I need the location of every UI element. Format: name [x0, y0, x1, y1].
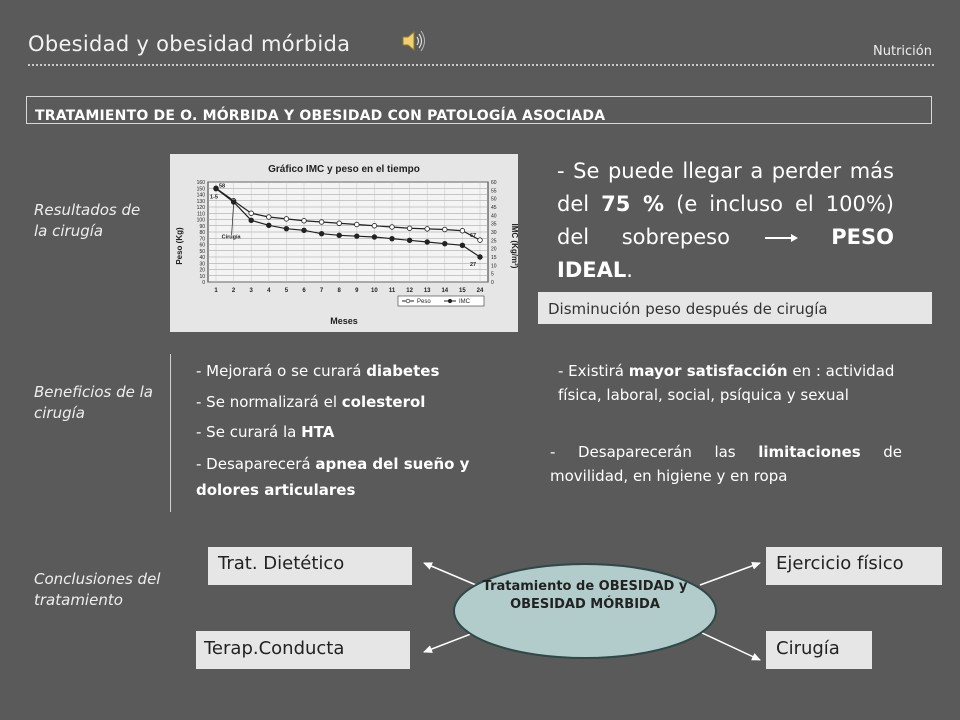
intro-bold-peso-ideal: PESO IDEAL — [557, 225, 894, 282]
chart-ytick-left: 20 — [199, 267, 205, 274]
benefit-bold: mayor satisfacción — [628, 362, 788, 380]
chart-ytick-right: 25 — [491, 238, 497, 245]
intro-text-2: (e incluso el 100%) del sobrepeso — [557, 192, 895, 249]
chart-xtick: 9 — [355, 288, 359, 294]
chart-ytick-left: 100 — [196, 217, 205, 224]
chart-ytick-left: 50 — [199, 248, 205, 255]
chart-ytick-right: 60 — [491, 180, 497, 186]
chart-xtick: 24 — [476, 288, 484, 294]
chart-ytick-right: 40 — [491, 213, 497, 220]
chart-xtick: 2 — [231, 288, 236, 294]
chart-xtick: 1 — [214, 288, 218, 294]
chart-xtick: 12 — [406, 288, 413, 294]
benefit-bold: diabetes — [366, 362, 440, 380]
chart-ytick-left: 80 — [199, 230, 205, 236]
chart-ytick-left: 110 — [197, 211, 205, 218]
chart-ylabel-left: Peso (Kg) — [175, 227, 184, 265]
chart-ytick-right: 20 — [491, 246, 497, 253]
chart-ytick-left: 130 — [196, 198, 205, 205]
chart-ytick-left: 0 — [202, 280, 205, 286]
benefit-text: - Se curará la — [196, 423, 302, 441]
chart-ytick-right: 0 — [491, 280, 494, 286]
chart-ytick-left: 30 — [199, 261, 205, 268]
chart-ytick-left: 150 — [196, 186, 205, 193]
chart-xtick: 13 — [423, 288, 431, 294]
chart-caption: Disminución peso después de cirugía — [538, 292, 932, 324]
chart-xtick: 8 — [337, 288, 341, 294]
chart-xtick: 15 — [459, 288, 466, 294]
chart-xtick: 11 — [388, 288, 396, 294]
chart-ytick-right: 30 — [491, 230, 497, 236]
chart-annotation-cirugia: Cirugía — [221, 234, 241, 241]
chart-ytick-right: 45 — [491, 205, 497, 211]
chart-ytick-right: 15 — [491, 255, 497, 261]
benefit-text: - Desaparecerán las — [550, 443, 759, 461]
topic-banner-text: TRATAMIENTO DE O. MÓRBIDA Y OBESIDAD CON PATOLOGÍA ASOCIADA — [35, 108, 606, 124]
intro-bold-75: 75 % — [601, 192, 665, 216]
chart-ytick-left: 120 — [196, 205, 205, 211]
chart-xtick: 7 — [319, 288, 324, 294]
chart-annotation: 1-5 — [210, 194, 218, 201]
chart-ytick-left: 40 — [199, 255, 205, 261]
box-ejercicio-fisico: Ejercicio físico — [766, 547, 942, 585]
chart-annotation: 67 — [470, 233, 477, 240]
page-title: Obesidad y obesidad mórbida — [28, 32, 351, 56]
chart-xtick: 5 — [284, 288, 289, 294]
chart-ytick-left: 160 — [196, 180, 205, 186]
benefit-text: de movilidad, en higiene y en ropa — [550, 443, 902, 485]
chart-ytick-right: 10 — [491, 263, 497, 270]
chart-xlabel: Meses — [330, 316, 358, 326]
chart-ytick-right: 5 — [491, 271, 494, 278]
chart-ytick-right: 50 — [491, 196, 497, 203]
intro-text-1: - Se puede llegar a perder más del — [557, 159, 894, 216]
chart-ytick-left: 140 — [196, 192, 205, 199]
benefit-bold: limitaciones — [758, 443, 861, 461]
box-trat-dietetico: Trat. Dietético — [208, 547, 412, 585]
chart-ytick-left: 60 — [199, 242, 205, 249]
chart-ytick-right: 35 — [491, 221, 497, 228]
chart-title: Gráfico IMC y peso en el tiempo — [268, 164, 420, 175]
benefit-text: - Existirá — [558, 362, 629, 380]
section-label: Nutrición — [873, 44, 932, 59]
benefit-text: - Desaparecerá — [196, 455, 316, 473]
chart-legend-label: IMC — [459, 299, 470, 305]
benefit-bold: apnea del sueño y dolores articulares — [196, 455, 470, 499]
chart-legend-label: Peso — [417, 299, 431, 305]
benefit-bold: colesterol — [341, 393, 426, 411]
chart-xtick: 14 — [441, 288, 449, 294]
chart-ylabel-right: IMC (Kg/m²) — [510, 223, 519, 269]
box-terap-conducta: Terap.Conducta — [196, 631, 410, 669]
box-cirugia: Cirugía — [766, 631, 872, 669]
chart-ytick-left: 10 — [199, 273, 205, 280]
chart-ytick-left: 70 — [199, 236, 205, 243]
benefit-text: - Se normalizará el — [196, 393, 342, 411]
benefit-text: en : actividad física, laboral, social, psíquica y sexual — [558, 362, 895, 404]
chart-ytick-left: 90 — [199, 223, 205, 230]
center-ellipse-text: Tratamiento de OBESIDAD y OBESIDAD MÓRBIDA — [482, 579, 688, 612]
chart-xtick: 10 — [371, 288, 378, 294]
section-label-beneficios: Beneficios de la cirugía — [34, 383, 153, 422]
chart-annotation: 27 — [470, 262, 477, 268]
section-label-conclusiones: Conclusiones del tratamiento — [34, 570, 161, 609]
chart-xtick: 4 — [267, 288, 271, 294]
chart-xtick: 6 — [302, 288, 306, 294]
chart-ytick-right: 55 — [491, 188, 497, 195]
chart-xtick: 3 — [249, 288, 253, 294]
intro-tail: . — [626, 258, 633, 282]
chart-annotation: 58 — [219, 183, 226, 190]
benefit-text: - Mejorará o se curará — [196, 362, 367, 380]
benefit-bold: HTA — [301, 423, 335, 441]
section-label-resultados: Resultados de la cirugía — [34, 201, 141, 240]
